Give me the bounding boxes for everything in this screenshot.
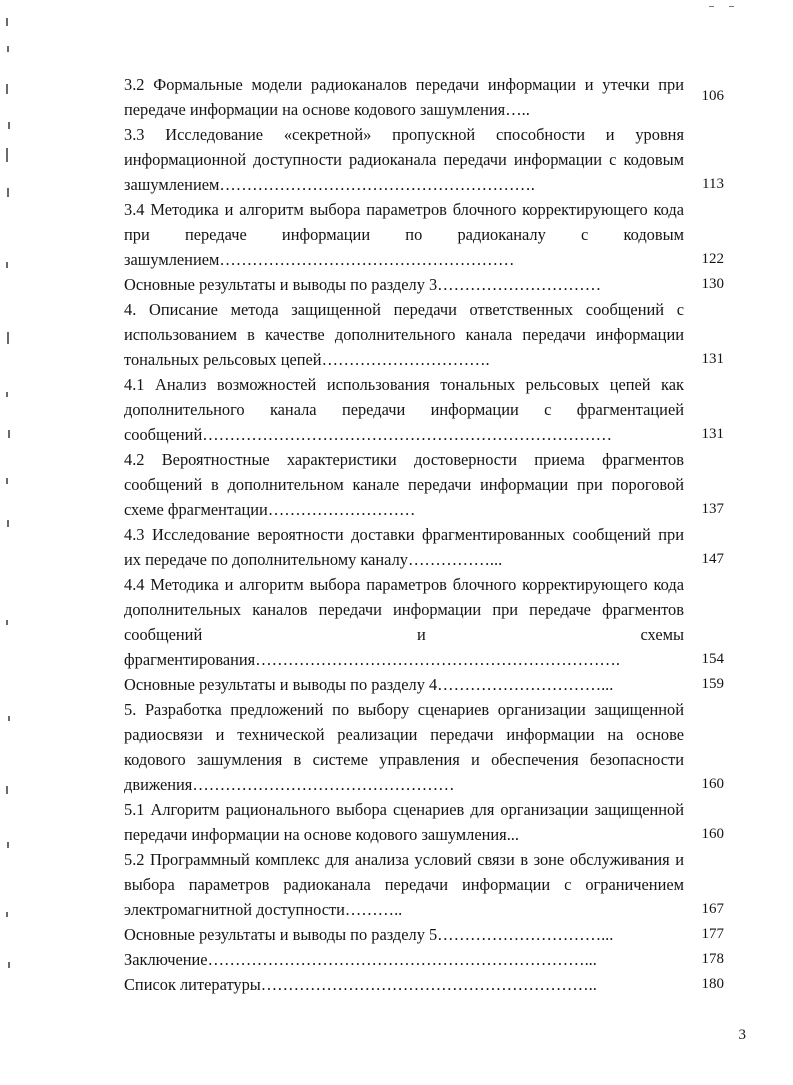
toc-entry-page: 167 [701,901,724,917]
scan-edge-artifacts [0,0,24,1085]
toc-entry [124,847,724,922]
toc-entry [124,272,724,297]
toc-entry-page: 130 [701,276,724,292]
toc-entry-title: 4.3 Исследование вероятности доставки фрагментированных сообщений при их передаче по дополнительному каналу……………... [124,525,684,569]
toc-entry-title: 4.1 Анализ возможностей использования тональных рельсовых цепей как дополнительного канала передачи информации с фрагментацией сообщений………………………………………………………………… [124,375,684,444]
toc-entry-title: Основные результаты и выводы по разделу 5…………………………... [124,925,614,944]
toc-entry [124,522,724,572]
toc-entry-page: 137 [701,501,724,517]
toc-entry-page: 159 [701,676,724,692]
toc-entry [124,297,724,372]
toc-entry-page: 131 [701,426,724,442]
toc-entry [124,972,724,997]
toc-entry [124,372,724,447]
toc-entry [124,947,724,972]
toc-entry [124,72,724,122]
toc-entry-page: 131 [701,351,724,367]
toc-entry-page: 106 [701,88,724,104]
toc-entry-title: 3.3 Исследование «секретной» пропускной способности и уровня информационной доступности радиоканала передачи информации с кодовым зашумлением…………………………………………………. [124,125,684,194]
toc-entry [124,572,724,672]
toc-entry [124,797,724,847]
toc-entry-title: 3.2 Формальные модели радиоканалов передачи информации и утечки при передаче информации на основе кодового зашумления….. [124,75,684,119]
toc-entry-title: 4.2 Вероятностные характеристики достоверности приема фрагментов сообщений в дополнительном канале передачи информации при пороговой схеме фрагментации……………………… [124,450,684,519]
toc-entry-title: 5.2 Программный комплекс для анализа условий связи в зоне обслуживания и выбора параметров радиоканала передачи информации с ограничением электромагнитной доступности……….. [124,850,684,919]
toc-entry-title: 4. Описание метода защищенной передачи ответственных сообщений с использованием в качестве дополнительного канала передачи информации тональных рельсовых цепей…………………………. [124,300,684,369]
toc-entry [124,672,724,697]
toc-entry [124,447,724,522]
toc-entry-page: 178 [701,951,724,967]
table-of-contents [124,72,724,997]
toc-entry-title: 3.4 Методика и алгоритм выбора параметров блочного корректирующего кода при передаче информации по радиоканалу с кодовым зашумлением……………………………………………… [124,200,684,269]
toc-entry [124,697,724,797]
toc-entry-page: 160 [701,826,724,842]
toc-entry-title: Заключение……………………………………………………………... [124,950,597,969]
toc-entry-title: 5.1 Алгоритм рационального выбора сценариев для организации защищенной передачи информации на основе кодового зашумления... [124,800,684,844]
toc-entry [124,197,724,272]
toc-entry [124,122,724,197]
toc-entry-page: 154 [701,651,724,667]
toc-entry-page: 180 [701,976,724,992]
toc-entry-page: 122 [701,251,724,267]
page-number: 3 [738,1027,746,1043]
toc-entry-page: 147 [701,551,724,567]
toc-entry [124,922,724,947]
corner-marks [709,6,749,9]
toc-entry-title: 5. Разработка предложений по выбору сценариев организации защищенной радиосвязи и технической реализации передачи информации на основе кодового зашумления в системе управления и обеспечения безопасности движения………………………………………… [124,700,684,794]
toc-entry-title: Основные результаты и выводы по разделу 3………………………… [124,275,602,294]
toc-entry-page: 160 [701,776,724,792]
toc-entry-title: Основные результаты и выводы по разделу 4…………………………... [124,675,614,694]
toc-entry-page: 113 [702,176,724,192]
toc-entry-page: 177 [701,926,724,942]
toc-entry-title: Список литературы…………………………………………………….. [124,975,597,994]
toc-entry-title: 4.4 Методика и алгоритм выбора параметров блочного корректирующего кода дополнительных каналов передачи информации при передаче фрагментов сообщений и схемы фрагментирования…………………………………………………………. [124,575,684,669]
